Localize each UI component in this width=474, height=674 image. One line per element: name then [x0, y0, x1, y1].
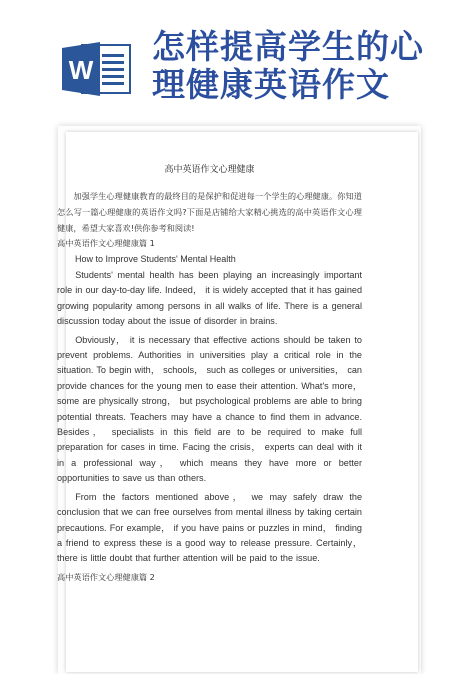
word-document-icon: [62, 40, 132, 98]
section-heading-2: 高中英语作文心理健康篇 2: [57, 571, 155, 582]
document-content: [57, 163, 362, 584]
word-logo-letter: W: [68, 55, 94, 85]
section-heading-1: 高中英语作文心理健康篇 1: [57, 238, 155, 248]
banner-title: [152, 28, 472, 104]
essay-paragraph: Students' mental health has been playing an increasingly important role in our day-to-day life. Indeed， it is widely accepted that it has gained growing popularity among persons in all walks of life. There is a general discussion today about the issue of disorder in brains.: [57, 270, 362, 327]
banner-title-line-1: 怎样提高学生的心: [152, 27, 424, 66]
essay-paragraph: From the factors mentioned above， we may safely draw the conclusion that we can free ourselves from mental illness by taking certain precautions. For example， if you have pains or puzzles in mind， finding a friend to express these is a good way to release pressure. Certainly， there is little doubt that further attention will be paid to the issue.: [57, 491, 362, 564]
essay-paragraph: Obviously， it is necessary that effective actions should be taken to prevent problems. Authorities in universities play a critical role in the situation. To begin with， schools， such as colleges or universities， can provide chances for the young men to ease their attention. What's more， some are physically strong， but psychological problems are able to bring potential threats. Teachers may have a chance to find them in advance. Besides， specialists in this field are to be required to make full preparation for cases in time. Facing the crisis， experts can deal with it in a professional way， which means they have more or better opportunities to save us than others.: [57, 334, 362, 484]
banner-title-line-2: 理健康英语作文: [152, 65, 390, 104]
essay-title: How to Improve Students' Mental Health: [75, 254, 236, 264]
intro-paragraph: 加强学生心理健康教育的最终目的是保护和促进每一个学生的心理健康。你知道怎么写一篇心理健康的英语作文吗?下面是店铺给大家精心挑选的高中英语作文心理健康，希望大家喜欢!供你参考和阅读!: [57, 191, 362, 233]
banner: [0, 0, 474, 120]
document-title: 高中英语作文心理健康: [164, 165, 255, 175]
